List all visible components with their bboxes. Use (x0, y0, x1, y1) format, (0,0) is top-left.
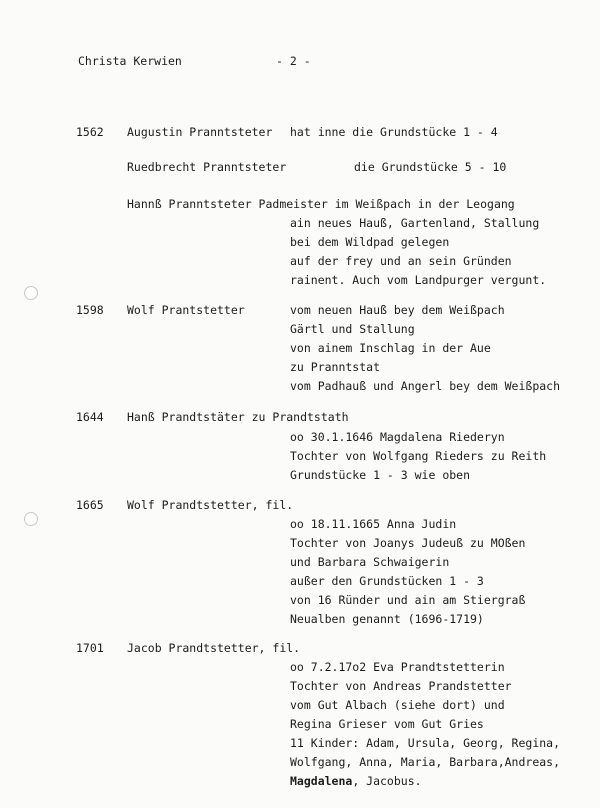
detail-line-last (290, 774, 422, 788)
detail-line: zu Pranntstat (290, 360, 381, 374)
detail-line: ain neues Hauß, Gartenland, Stallung (290, 216, 540, 230)
detail-line: vom Gut Albach (siehe dort) und (290, 698, 505, 712)
detail-line: rainent. Auch vom Landpurger vergunt. (290, 273, 547, 287)
detail-line: auf der frey und an sein Gründen (290, 254, 512, 268)
bold-name: Magdalena (290, 774, 353, 788)
detail-line: Regina Grieser vom Gut Gries (290, 717, 484, 731)
detail-line-rest: , Jacobus. (352, 774, 422, 788)
person-name: Wolf Prantstetter (127, 303, 245, 317)
punch-hole-top (24, 286, 38, 300)
person-name: Augustin Pranntsteter (127, 125, 273, 139)
detail-line: von ainem Inschlag in der Aue (290, 341, 491, 355)
entry-year-1644: 1644 (76, 410, 104, 424)
person-name: Hannß Pranntsteter Padmeister im Weißpach in der Leogang (127, 197, 515, 211)
author-name: Christa Kerwien (78, 54, 182, 68)
detail-line: Neualben genannt (1696-1719) (290, 612, 484, 626)
punch-hole-bottom (24, 512, 38, 526)
detail-line: oo 30.1.1646 Magdalena Riederyn (290, 430, 505, 444)
detail-line: außer den Grundstücken 1 - 3 (290, 574, 484, 588)
detail-line: Tochter von Wolfgang Rieders zu Reith (290, 449, 547, 463)
detail-line: oo 18.11.1665 Anna Judin (290, 517, 457, 531)
entry-year-1598: 1598 (76, 303, 104, 317)
detail-line: Grundstücke 1 - 3 wie oben (290, 468, 471, 482)
detail-line: von 16 Ründer und ain am Stiergraß (290, 593, 526, 607)
detail-line: vom neuen Hauß bey dem Weißpach (290, 303, 505, 317)
detail-line: Gärtl und Stallung (290, 322, 415, 336)
detail-line: 11 Kinder: Adam, Ursula, Georg, Regina, (290, 736, 561, 750)
person-detail: die Grundstücke 5 - 10 (354, 160, 507, 174)
detail-line: bei dem Wildpad gelegen (290, 235, 450, 249)
detail-line: oo 7.2.17o2 Eva Prandtstetterin (290, 660, 505, 674)
person-name: Ruedbrecht Pranntsteter (127, 160, 287, 174)
detail-line: Tochter von Andreas Prandstetter (290, 679, 512, 693)
detail-line: vom Padhauß und Angerl bey dem Weißpach (290, 379, 561, 393)
entry-year-1701: 1701 (76, 641, 104, 655)
person-detail: hat inne die Grundstücke 1 - 4 (290, 125, 498, 139)
person-name: Hanß Prandtstäter zu Prandtstath (127, 410, 349, 424)
person-name: Wolf Prandtstetter, fil. (127, 498, 294, 512)
detail-line: Tochter von Joanys Judeuß zu MOßen (290, 536, 526, 550)
page-number: - 2 - (276, 54, 311, 68)
detail-line: und Barbara Schwaigerin (290, 555, 450, 569)
entry-year-1562: 1562 (76, 125, 104, 139)
person-name: Jacob Prandtstetter, fil. (127, 641, 301, 655)
detail-line: Wolfgang, Anna, Maria, Barbara,Andreas, (290, 755, 561, 769)
entry-year-1665: 1665 (76, 498, 104, 512)
